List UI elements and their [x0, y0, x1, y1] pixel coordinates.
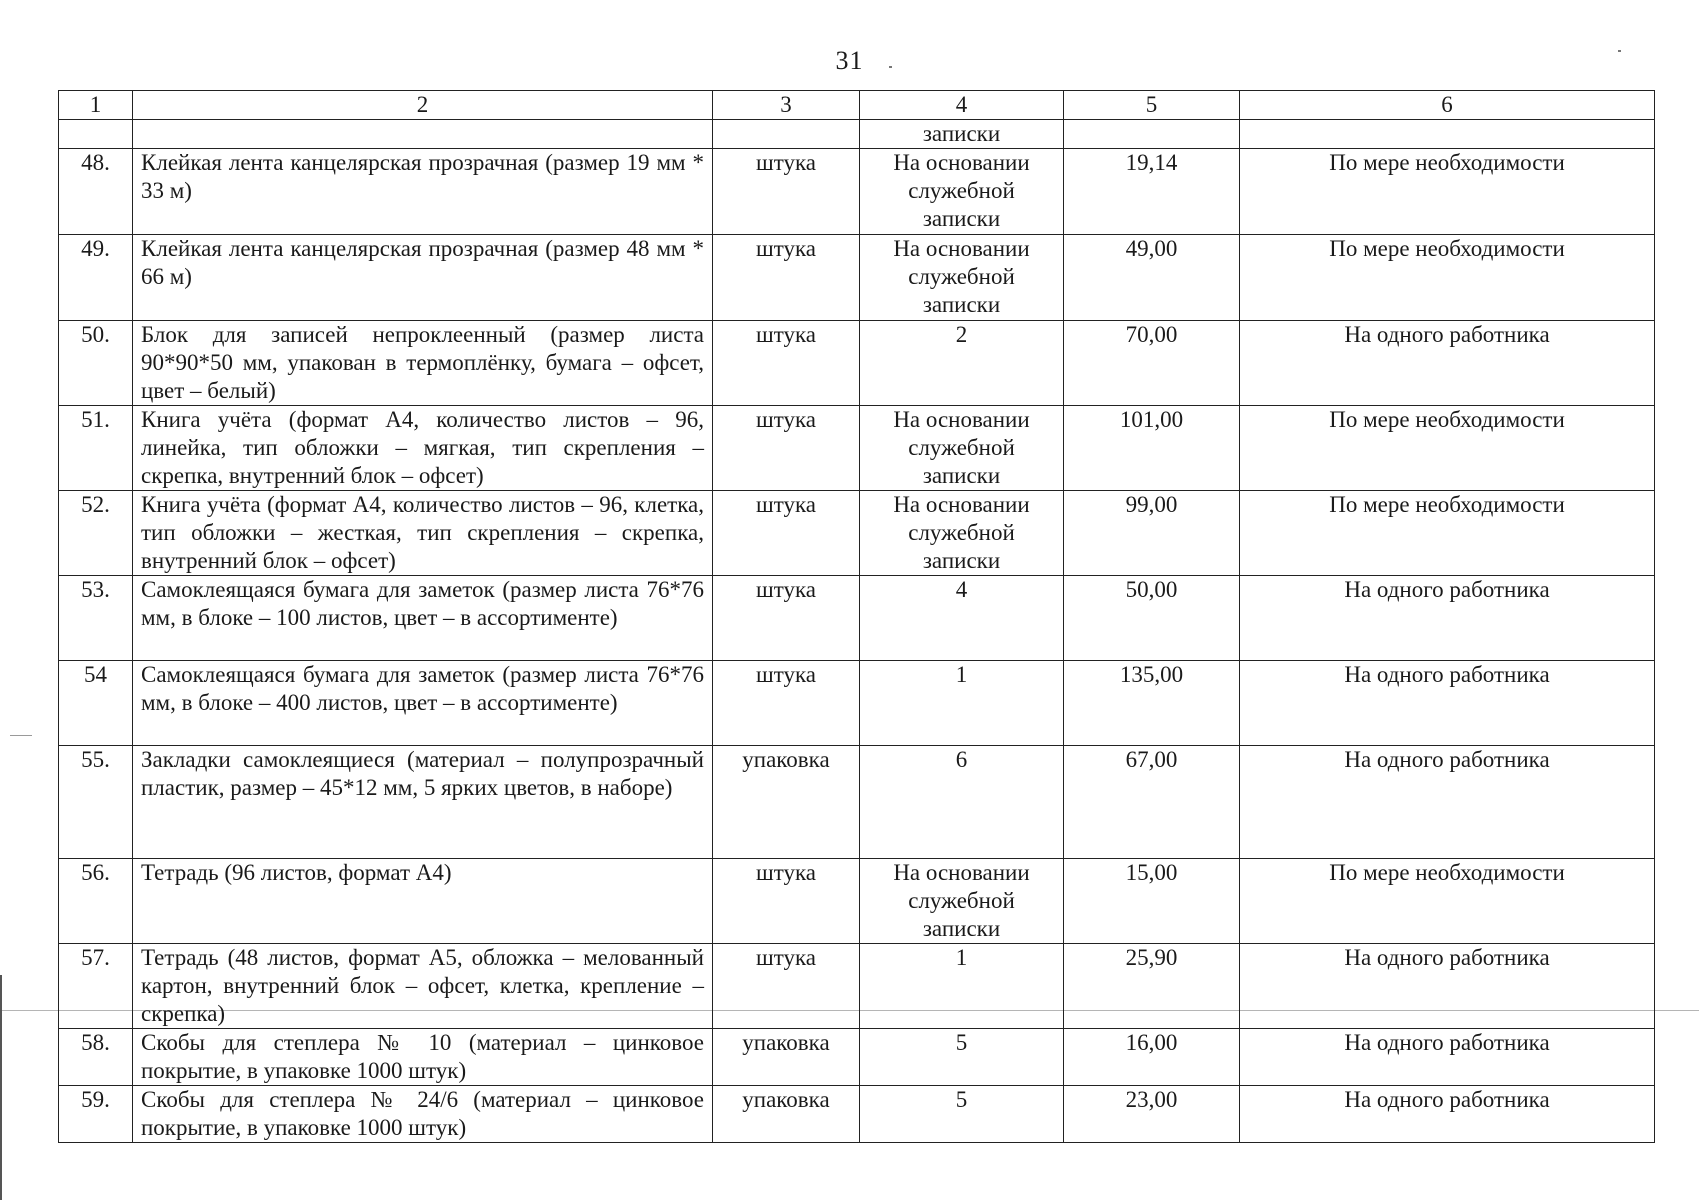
- item-number: 55.: [59, 746, 133, 859]
- table-row: [59, 149, 1655, 235]
- item-number: [59, 120, 133, 149]
- table-row: [59, 944, 1655, 1029]
- item-note: По мере необходимости: [1240, 859, 1655, 944]
- scan-mark: [10, 735, 32, 736]
- item-number: 56.: [59, 859, 133, 944]
- table-row: [59, 1086, 1655, 1143]
- column-number: 1: [59, 91, 133, 120]
- item-note: На одного работника: [1240, 661, 1655, 746]
- item-name: Самоклеящаяся бумага для заметок (размер листа 76*76 мм, в блоке – 400 листов, цвет – в ассортименте): [133, 661, 713, 746]
- item-unit: упаковка: [713, 746, 860, 859]
- column-numbers-row: [59, 91, 1655, 120]
- item-unit: штука: [713, 859, 860, 944]
- continuation-row: [59, 120, 1655, 149]
- item-quantity: записки: [860, 120, 1064, 149]
- item-note: На одного работника: [1240, 1086, 1655, 1143]
- item-note: На одного работника: [1240, 321, 1655, 406]
- item-quantity: 5: [860, 1029, 1064, 1086]
- item-price: 67,00: [1064, 746, 1240, 859]
- column-number: 2: [133, 91, 713, 120]
- norms-table: [58, 90, 1655, 1143]
- item-price: 25,90: [1064, 944, 1240, 1029]
- item-number: 59.: [59, 1086, 133, 1143]
- item-price: 50,00: [1064, 576, 1240, 661]
- item-price: [1064, 120, 1240, 149]
- column-number: 6: [1240, 91, 1655, 120]
- item-number: 57.: [59, 944, 133, 1029]
- item-price: 16,00: [1064, 1029, 1240, 1086]
- table-row: [59, 661, 1655, 746]
- item-number: 53.: [59, 576, 133, 661]
- item-price: 70,00: [1064, 321, 1240, 406]
- item-name: Книга учёта (формат А4, количество листов – 96, клетка, тип обложки – жесткая, тип скрепления – скрепка, внутренний блок – офсет): [133, 491, 713, 576]
- item-number: 48.: [59, 149, 133, 235]
- table-row: [59, 576, 1655, 661]
- item-quantity: 1: [860, 661, 1064, 746]
- column-number: 5: [1064, 91, 1240, 120]
- item-quantity: 1: [860, 944, 1064, 1029]
- item-unit: штука: [713, 661, 860, 746]
- item-number: 50.: [59, 321, 133, 406]
- table-row: [59, 321, 1655, 406]
- item-unit: упаковка: [713, 1029, 860, 1086]
- item-price: 15,00: [1064, 859, 1240, 944]
- item-quantity: На основании служебной записки: [860, 235, 1064, 321]
- item-quantity: На основании служебной записки: [860, 406, 1064, 491]
- item-price: 49,00: [1064, 235, 1240, 321]
- item-quantity: 2: [860, 321, 1064, 406]
- item-quantity: На основании служебной записки: [860, 859, 1064, 944]
- table-body: [59, 91, 1655, 1143]
- item-price: 101,00: [1064, 406, 1240, 491]
- item-name: Блок для записей непроклеенный (размер листа 90*90*50 мм, упакован в термоплёнку, бумага – офсет, цвет – белый): [133, 321, 713, 406]
- page-number: 31: [835, 46, 864, 75]
- item-number: 49.: [59, 235, 133, 321]
- item-unit: штука: [713, 406, 860, 491]
- item-name: Тетрадь (96 листов, формат А4): [133, 859, 713, 944]
- item-name: [133, 120, 713, 149]
- item-price: 135,00: [1064, 661, 1240, 746]
- item-note: По мере необходимости: [1240, 491, 1655, 576]
- item-price: 19,14: [1064, 149, 1240, 235]
- item-number: 52.: [59, 491, 133, 576]
- item-unit: штука: [713, 235, 860, 321]
- table-row: [59, 746, 1655, 859]
- column-number: 3: [713, 91, 860, 120]
- item-note: [1240, 120, 1655, 149]
- item-name: Клейкая лента канцелярская прозрачная (размер 19 мм * 33 м): [133, 149, 713, 235]
- item-quantity: На основании служебной записки: [860, 149, 1064, 235]
- item-name: Закладки самоклеящиеся (материал – полупрозрачный пластик, размер – 45*12 мм, 5 ярких цветов, в наборе): [133, 746, 713, 859]
- item-price: 23,00: [1064, 1086, 1240, 1143]
- table-row: [59, 235, 1655, 321]
- item-number: 51.: [59, 406, 133, 491]
- item-quantity: 5: [860, 1086, 1064, 1143]
- item-unit: штука: [713, 321, 860, 406]
- item-unit: штука: [713, 491, 860, 576]
- item-name: Скобы для степлера № 10 (материал – цинковое покрытие, в упаковке 1000 штук): [133, 1029, 713, 1086]
- item-note: По мере необходимости: [1240, 149, 1655, 235]
- item-number: 54: [59, 661, 133, 746]
- item-note: На одного работника: [1240, 1029, 1655, 1086]
- item-note: На одного работника: [1240, 576, 1655, 661]
- table-row: [59, 406, 1655, 491]
- item-quantity: На основании служебной записки: [860, 491, 1064, 576]
- item-name: Клейкая лента канцелярская прозрачная (размер 48 мм * 66 м): [133, 235, 713, 321]
- item-name: Самоклеящаяся бумага для заметок (размер листа 76*76 мм, в блоке – 100 листов, цвет – в ассортименте): [133, 576, 713, 661]
- item-name: Книга учёта (формат А4, количество листов – 96, линейка, тип обложки – мягкая, тип скрепления – скрепка, внутренний блок – офсет): [133, 406, 713, 491]
- scan-edge: [0, 975, 2, 1200]
- item-note: По мере необходимости: [1240, 235, 1655, 321]
- item-note: На одного работника: [1240, 944, 1655, 1029]
- item-unit: [713, 120, 860, 149]
- item-name: Скобы для степлера № 24/6 (материал – цинковое покрытие, в упаковке 1000 штук): [133, 1086, 713, 1143]
- item-unit: штука: [713, 149, 860, 235]
- item-unit: упаковка: [713, 1086, 860, 1143]
- table-row: [59, 491, 1655, 576]
- item-quantity: 6: [860, 746, 1064, 859]
- table-row: [59, 1029, 1655, 1086]
- item-name: Тетрадь (48 листов, формат А5, обложка – мелованный картон, внутренний блок – офсет, клетка, крепление – скрепка): [133, 944, 713, 1029]
- column-number: 4: [860, 91, 1064, 120]
- item-unit: штука: [713, 576, 860, 661]
- item-price: 99,00: [1064, 491, 1240, 576]
- item-unit: штука: [713, 944, 860, 1029]
- item-number: 58.: [59, 1029, 133, 1086]
- item-quantity: 4: [860, 576, 1064, 661]
- table-row: [59, 859, 1655, 944]
- item-note: На одного работника: [1240, 746, 1655, 859]
- item-note: По мере необходимости: [1240, 406, 1655, 491]
